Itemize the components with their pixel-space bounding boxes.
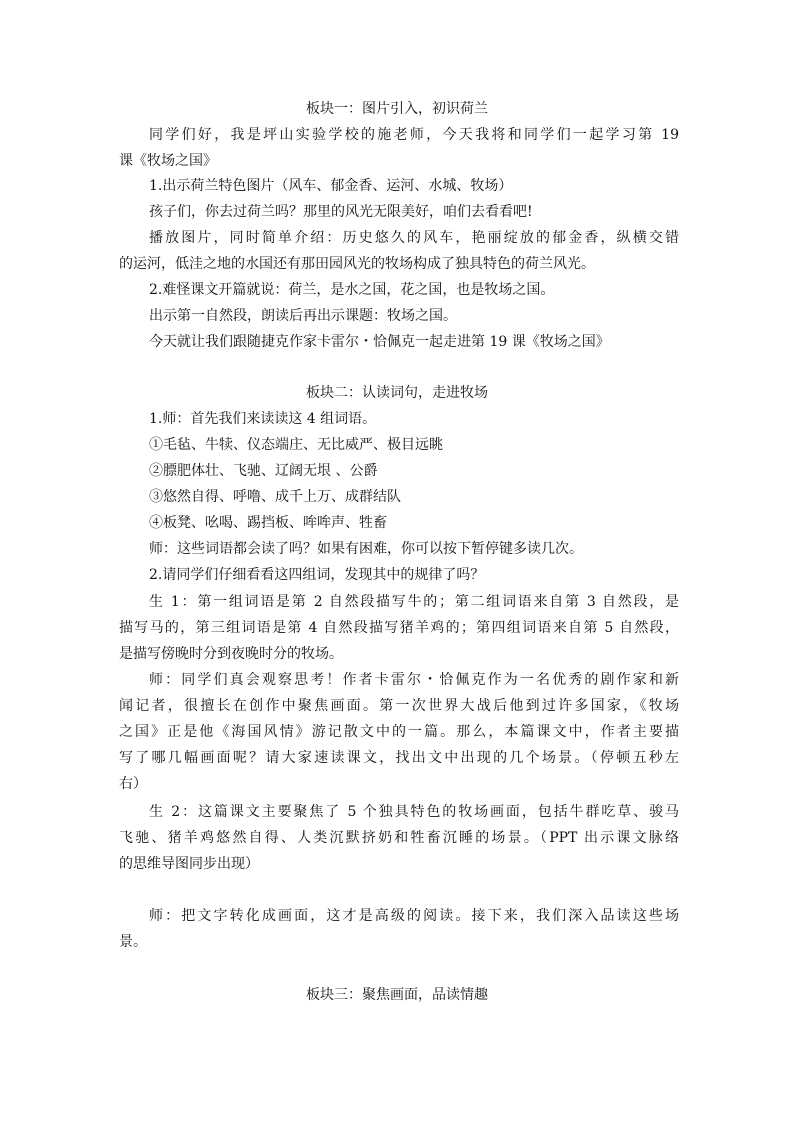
paragraph-line: 是描写傍晚时分到夜晚时分的牧场。: [119, 646, 343, 662]
paragraph-line: 之国》正是他《海国风情》游记散文中的一篇。那么，本篇课文中，作者主要描: [119, 724, 679, 740]
word-group-2: ②膘肥体壮、飞驰、辽阔无垠 、公爵: [149, 463, 378, 479]
word-group-4: ④板凳、吆喝、踢挡板、哞哞声、牲畜: [149, 515, 387, 531]
paragraph-line: 师：把文字转化成画面，这才是高级的阅读。接下来，我们深入品读这些场: [149, 908, 679, 924]
paragraph-line: 孩子们，你去过荷兰吗？那里的风光无限美好，咱们去看看吧!: [149, 204, 533, 220]
paragraph-line: 1.师：首先我们来读读这 4 组词语。: [149, 411, 377, 427]
section-2-heading: 板块二：认读词句，走进牧场: [306, 385, 488, 401]
paragraph-line: 1.出示荷兰特色图片（风车、郁金香、运河、水城、牧场）: [149, 178, 513, 194]
word-group-3: ③悠然自得、呼噜、成千上万、成群结队: [149, 489, 401, 505]
paragraph-line: 2.请同学们仔细看看这四组词，发现其中的规律了吗？: [149, 567, 485, 583]
paragraph-line: 闻记者，很擅长在创作中聚焦画面。第一次世界大战后他到过许多国家，《牧场: [119, 698, 679, 714]
paragraph-line: 今天就让我们跟随捷克作家卡雷尔・恰佩克一起走进第 19 课《牧场之国》: [149, 334, 610, 350]
paragraph-line: 师：这些词语都会读了吗？如果有困难，你可以按下暂停键多读几次。: [149, 541, 583, 557]
section-1-heading: 板块一：图片引入，初识荷兰: [306, 101, 488, 117]
paragraph-line: 课《牧场之国》: [119, 153, 217, 169]
paragraph-line: 景。: [119, 934, 147, 950]
word-group-1: ①毛毡、牛犊、仪态端庄、无比威严、极目远眺: [149, 437, 443, 453]
paragraph-line: 写了哪几幅画面呢？请大家速读课文，找出文中出现的几个场景。（停顿五秒左: [119, 750, 679, 766]
paragraph-line: 的运河，低洼之地的水国还有那田园风光的牧场构成了独具特色的荷兰风光。: [119, 256, 595, 272]
paragraph-line: 生 2：这篇课文主要聚焦了 5 个独具特色的牧场画面，包括牛群吃草、骏马: [149, 804, 679, 820]
paragraph-line: 生 1：第一组词语是第 2 自然段描写牛的；第二组词语来自第 3 自然段，是: [149, 594, 679, 610]
paragraph-line: 的思维导图同步出现）: [119, 856, 259, 872]
paragraph-line: 右）: [119, 776, 147, 792]
paragraph-line: 师：同学们真会观察思考！作者卡雷尔・恰佩克作为一名优秀的剧作家和新: [149, 672, 679, 688]
paragraph-line: 播放图片，同时简单介绍：历史悠久的风车，艳丽绽放的郁金香，纵横交错: [149, 230, 679, 246]
paragraph-line: 飞驰、猪羊鸡悠然自得、人类沉默挤奶和牲畜沉睡的场景。（PPT 出示课文脉络: [119, 830, 679, 846]
paragraph-line: 同学们好，我是坪山实验学校的施老师，今天我将和同学们一起学习第 19: [149, 127, 679, 143]
paragraph-line: 出示第一自然段，朗读后再出示课题：牧场之国。: [149, 308, 457, 324]
paragraph-line: 2.难怪课文开篇就说：荷兰，是水之国，花之国，也是牧场之国。: [149, 282, 555, 298]
section-3-heading: 板块三：聚焦画面，品读情趣: [306, 987, 488, 1003]
paragraph-line: 描写马的，第三组词语是第 4 自然段描写猪羊鸡的；第四组词语来自第 5 自然段，: [119, 620, 679, 636]
